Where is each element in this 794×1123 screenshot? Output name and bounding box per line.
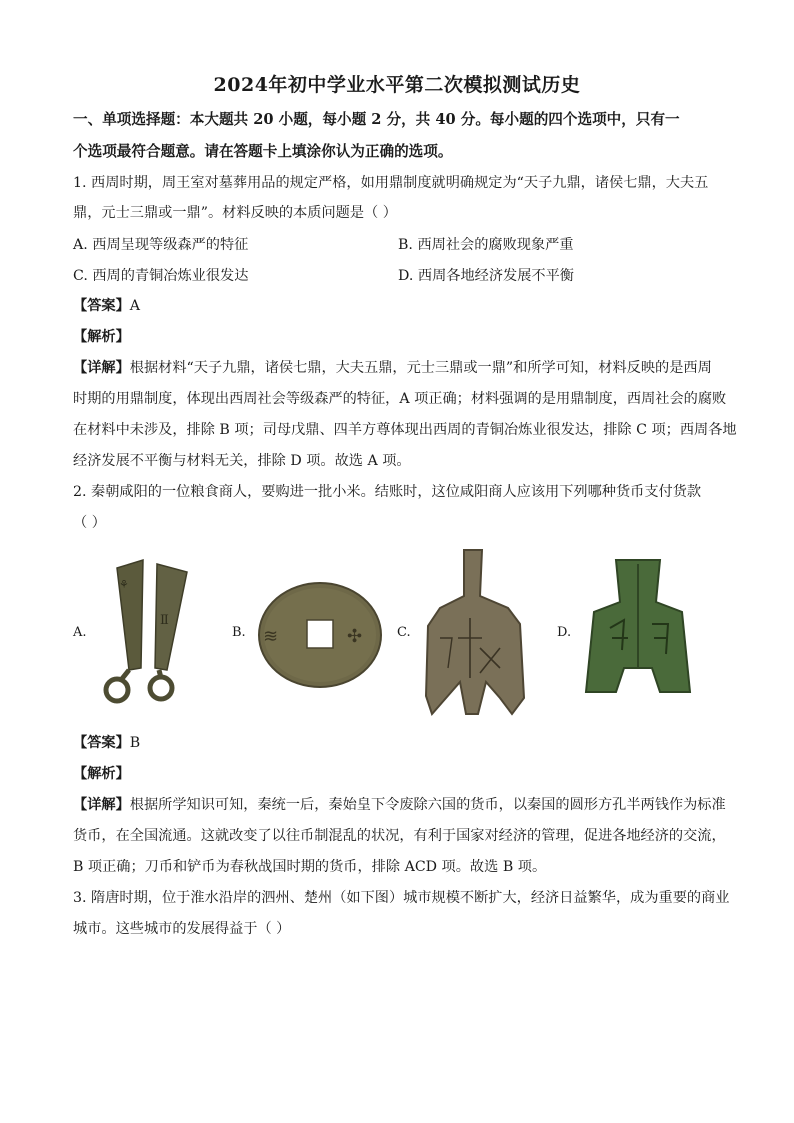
q1-option-d: D. 西周各地经济发展不平衡 xyxy=(398,268,574,284)
q1-option-c: C. 西周的青铜冶炼业很发达 xyxy=(73,268,249,284)
q2-answer-tag: 【答案】 xyxy=(73,735,130,751)
q1-answer-value: A xyxy=(129,298,141,314)
q1-stem-line2: 鼎，元士三鼎或一鼎”。材料反映的本质问题是（ ） xyxy=(73,205,397,221)
spade-coin-d-image xyxy=(582,558,694,698)
q2-detail-tag: 【详解】 xyxy=(73,797,130,813)
svg-text:≋: ≋ xyxy=(263,626,279,647)
q1-detail-line1 xyxy=(73,358,733,378)
q1-answer-tag: 【答案】 xyxy=(73,298,130,314)
section-instruction-line2: 个选项最符合题意。请在答题卡上填涂你认为正确的选项。 xyxy=(73,143,453,160)
ban-liang-coin-image xyxy=(255,580,385,690)
q1-detail-tag: 【详解】 xyxy=(73,360,130,376)
svg-text:⚘: ⚘ xyxy=(119,578,129,591)
q1-detail-text1: 根据材料“天子九鼎，诸侯七鼎，大夫五鼎，元士三鼎或一鼎”和所学可知，材料反映的是西周 xyxy=(129,360,712,376)
q2-label-a: A. xyxy=(73,625,87,640)
q1-answer xyxy=(73,296,733,316)
q1-detail-line4: 经济发展不平衡与材料无关，排除 D 项。故选 A 项。 xyxy=(73,453,411,469)
q2-answer xyxy=(73,733,733,753)
q2-stem-line1: 2. 秦朝咸阳的一位粮食商人，要购进一批小米。结账时，这位咸阳商人应该用下列哪种货币支付货款 xyxy=(73,484,702,500)
q1-analysis-tag: 【解析】 xyxy=(73,329,130,345)
q1-option-b: B. 西周社会的腐败现象严重 xyxy=(398,237,574,253)
q1-detail-line2: 时期的用鼎制度，体现出西周社会等级森严的特征，A 项正确；材料强调的是用鼎制度，西周社会的腐败 xyxy=(73,391,727,407)
svg-text:Ⅱ: Ⅱ xyxy=(160,613,169,628)
q1-option-a: A. 西周呈现等级森严的特征 xyxy=(73,237,249,253)
q2-label-d: D. xyxy=(557,625,572,640)
q2-detail-line2: 货币，在全国流通。这就改变了以往币制混乱的状况，有利于国家对经济的管理，促进各地经济的交流， xyxy=(73,828,726,844)
knife-coin-image xyxy=(95,558,195,708)
q2-detail-text1: 根据所学知识可知，秦统一后，秦始皇下令废除六国的货币，以秦国的圆形方孔半两钱作为标准 xyxy=(129,797,726,813)
q2-label-c: C. xyxy=(397,625,411,640)
q2-stem-line2: （ ） xyxy=(73,515,106,531)
q2-answer-value: B xyxy=(129,735,141,751)
q3-stem-line2: 城市。这些城市的发展得益于（ ） xyxy=(73,921,291,937)
q2-detail-line3: B 项正确；刀币和铲币为春秋战国时期的货币，排除 ACD 项。故选 B 项。 xyxy=(73,859,547,875)
q1-stem-line1: 1. 西周时期，周王室对墓葬用品的规定严格，如用鼎制度就明确规定为“天子九鼎，诸侯七鼎，大夫五 xyxy=(73,175,709,191)
q3-stem-line1: 3. 隋唐时期，位于淮水沿岸的泗州、楚州（如下图）城市规模不断扩大，经济日益繁华，成为重要的商业 xyxy=(73,890,730,906)
q2-label-b: B. xyxy=(232,625,246,640)
q2-analysis-tag: 【解析】 xyxy=(73,766,130,782)
page-title: 2024年初中学业水平第二次模拟测试历史 xyxy=(213,74,581,96)
q2-detail-line1 xyxy=(73,795,733,815)
spade-coin-c-image xyxy=(420,548,530,720)
section-instruction-line1: 一、单项选择题：本大题共 20 小题，每小题 2 分，共 40 分。每小题的四个选项中，只有一 xyxy=(73,111,680,128)
svg-text:✣: ✣ xyxy=(347,626,363,647)
q1-detail-line3: 在材料中未涉及，排除 B 项；司母戊鼎、四羊方尊体现出西周的青铜冶炼业很发达，排除 C 项；西周各地 xyxy=(73,422,737,438)
